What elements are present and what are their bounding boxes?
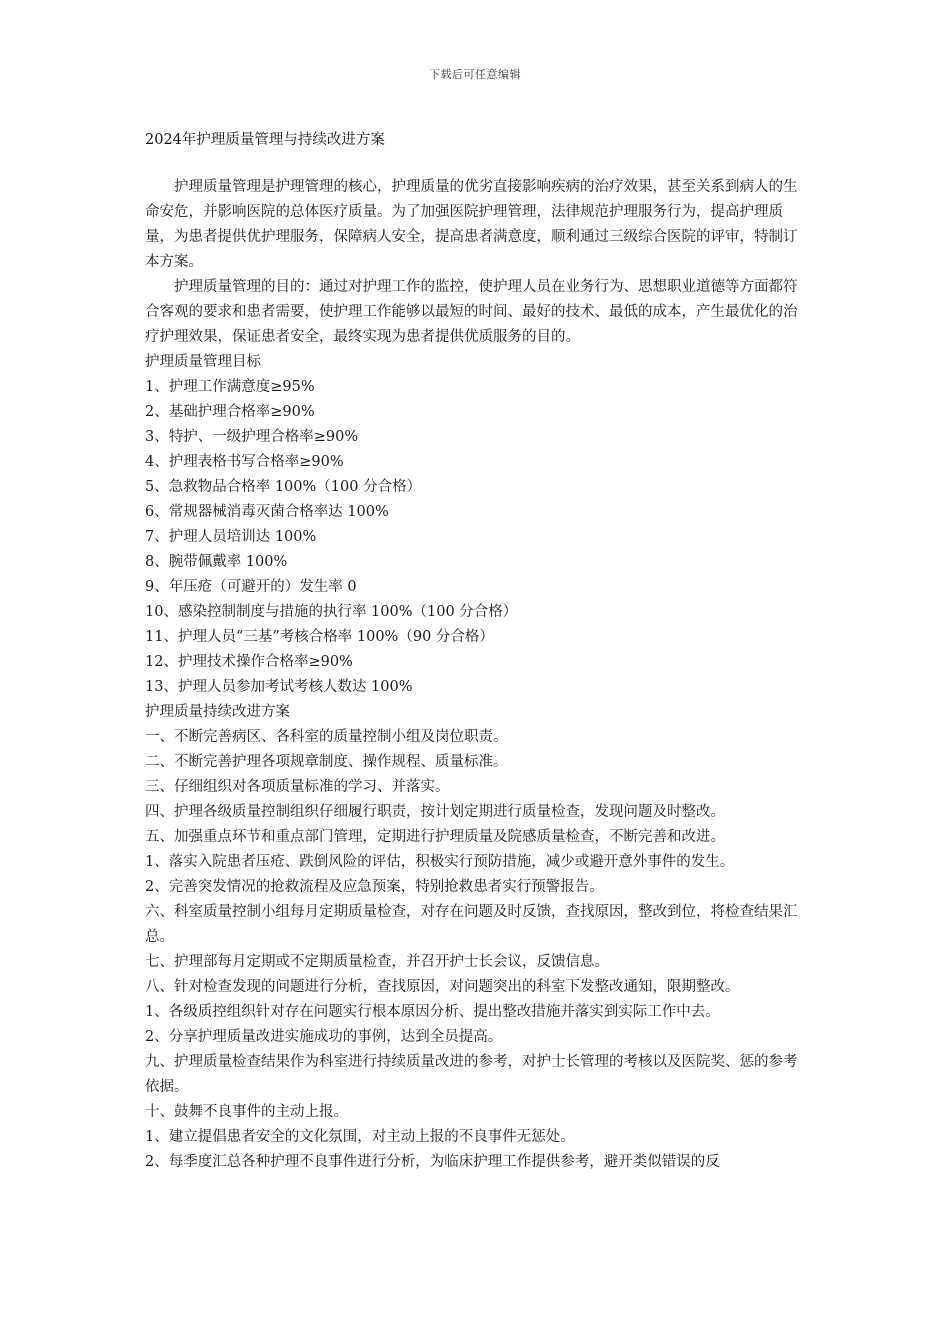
goals-heading: 护理质量管理目标 xyxy=(145,354,261,370)
plan-item: 七、护理部每月定期或不定期质量检查，并召开护士长会议，反馈信息。 xyxy=(145,954,609,970)
document-body xyxy=(145,175,810,1175)
plan-item: 四、护理各级质量控制组织仔细履行职责，按计划定期进行质量检查，发现问题及时整改。 xyxy=(145,804,725,820)
plan-item: 一、不断完善病区、各科室的质量控制小组及岗位职责。 xyxy=(145,729,508,745)
plan-item: 十、鼓舞不良事件的主动上报。 xyxy=(145,1104,348,1120)
plan-item: 1、建立提倡患者安全的文化氛围，对主动上报的不良事件无惩处。 xyxy=(145,1129,575,1145)
goal-item: 1、护理工作满意度≥95% xyxy=(145,379,315,395)
goal-item: 9、年压疮（可避开的）发生率 0 xyxy=(145,579,357,595)
goal-item: 4、护理表格书写合格率≥90% xyxy=(145,454,344,470)
goal-item: 12、护理技术操作合格率≥90% xyxy=(145,654,353,670)
plan-item: 1、落实入院患者压疮、跌倒风险的评估，积极实行预防措施，减少或避开意外事件的发生。 xyxy=(145,854,735,870)
intro-paragraph: 护理质量管理是护理管理的核心，护理质量的优劣直接影响疾病的治疗效果，甚至关系到病人的生命安危，并影响医院的总体医疗质量。为了加强医院护理管理，法律规范护理服务行为，提高护理质量，为患者提供优护理服务，保障病人安全，提高患者满意度，顺利通过三级综合医院的评审，特制订本方案。 xyxy=(145,179,798,270)
plan-item: 2、分享护理质量改进实施成功的事例，达到全员提高。 xyxy=(145,1029,503,1045)
plan-heading: 护理质量持续改进方案 xyxy=(145,704,290,720)
plan-item: 八、针对检查发现的问题进行分析，查找原因，对问题突出的科室下发整改通知，限期整改。 xyxy=(145,979,740,995)
plan-item: 六、科室质量控制小组每月定期质量检查，对存在问题及时反馈，查找原因，整改到位，将检查结果汇总。 xyxy=(145,904,798,945)
goal-item: 11、护理人员“三基”考核合格率 100%（90 分合格） xyxy=(145,629,494,645)
plan-item: 1、各级质控组织针对存在问题实行根本原因分析、提出整改措施并落实到实际工作中去。 xyxy=(145,1004,720,1020)
document-title: 2024年护理质量管理与持续改进方案 xyxy=(145,132,385,148)
goal-item: 10、感染控制制度与措施的执行率 100%（100 分合格） xyxy=(145,604,518,620)
plan-item: 二、不断完善护理各项规章制度、操作规程、质量标准。 xyxy=(145,754,508,770)
plan-item: 九、护理质量检查结果作为科室进行持续质量改进的参考，对护士长管理的考核以及医院奖、惩的参考依据。 xyxy=(145,1054,798,1095)
plan-item: 2、完善突发情况的抢救流程及应急预案，特别抢救患者实行预警报告。 xyxy=(145,879,604,895)
plan-item: 五、加强重点环节和重点部门管理，定期进行护理质量及院感质量检查，不断完善和改进。 xyxy=(145,829,725,845)
goal-item: 7、护理人员培训达 100% xyxy=(145,529,317,545)
plan-item: 三、仔细组织对各项质量标准的学习、并落实。 xyxy=(145,779,450,795)
goal-item: 3、特护、一级护理合格率≥90% xyxy=(145,429,359,445)
goal-item: 5、急救物品合格率 100%（100 分合格） xyxy=(145,479,422,495)
goal-item: 8、腕带佩戴率 100% xyxy=(145,554,288,570)
page-header: 下载后可任意编辑 xyxy=(429,68,521,81)
goal-item: 2、基础护理合格率≥90% xyxy=(145,404,315,420)
plan-item: 2、每季度汇总各种护理不良事件进行分析，为临床护理工作提供参考，避开类似错误的反 xyxy=(145,1154,720,1170)
goal-item: 6、常规器械消毒灭菌合格率达 100% xyxy=(145,504,389,520)
purpose-paragraph: 护理质量管理的目的：通过对护理工作的监控，使护理人员在业务行为、思想职业道德等方面都符合客观的要求和患者需要，使护理工作能够以最短的时间、最好的技术、最低的成本，产生最优化的治疗护理效果，保证患者安全，最终实现为患者提供优质服务的目的。 xyxy=(145,279,798,345)
goal-item: 13、护理人员参加考试考核人数达 100% xyxy=(145,679,413,695)
